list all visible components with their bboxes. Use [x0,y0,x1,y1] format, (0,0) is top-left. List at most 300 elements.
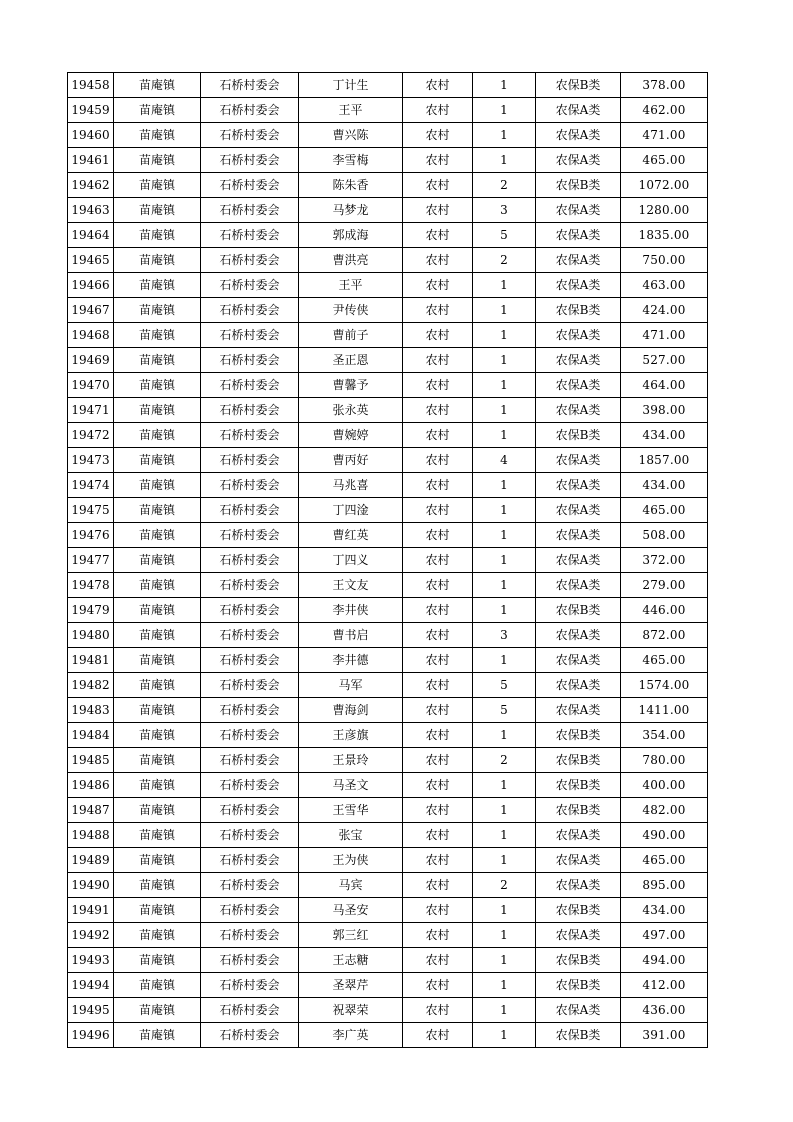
cell-name: 尹传侠 [299,298,403,323]
cell-id: 19482 [68,673,114,698]
cell-amount: 434.00 [621,473,708,498]
cell-type: 农村 [403,623,473,648]
cell-category: 农保A类 [536,473,621,498]
cell-town: 苗庵镇 [114,698,201,723]
table-row [68,973,708,998]
table-row [68,223,708,248]
cell-category: 农保A类 [536,873,621,898]
table-row [68,648,708,673]
cell-type: 农村 [403,648,473,673]
cell-type: 农村 [403,973,473,998]
cell-id: 19493 [68,948,114,973]
cell-type: 农村 [403,748,473,773]
cell-town: 苗庵镇 [114,948,201,973]
cell-amount: 1280.00 [621,198,708,223]
cell-amount: 471.00 [621,123,708,148]
cell-amount: 895.00 [621,873,708,898]
cell-amount: 465.00 [621,648,708,673]
cell-count: 1 [473,298,536,323]
cell-amount: 279.00 [621,573,708,598]
cell-type: 农村 [403,598,473,623]
cell-village: 石桥村委会 [201,848,299,873]
cell-village: 石桥村委会 [201,548,299,573]
cell-count: 3 [473,198,536,223]
cell-village: 石桥村委会 [201,898,299,923]
cell-village: 石桥村委会 [201,323,299,348]
cell-count: 5 [473,223,536,248]
cell-count: 1 [473,373,536,398]
cell-village: 石桥村委会 [201,573,299,598]
cell-count: 1 [473,1023,536,1048]
table-row [68,248,708,273]
table-row [68,998,708,1023]
cell-town: 苗庵镇 [114,523,201,548]
cell-id: 19491 [68,898,114,923]
cell-town: 苗庵镇 [114,123,201,148]
cell-id: 19492 [68,923,114,948]
cell-category: 农保A类 [536,198,621,223]
cell-count: 3 [473,623,536,648]
cell-name: 马兆喜 [299,473,403,498]
cell-name: 郭三红 [299,923,403,948]
cell-count: 1 [473,573,536,598]
cell-amount: 872.00 [621,623,708,648]
cell-id: 19468 [68,323,114,348]
cell-id: 19464 [68,223,114,248]
cell-town: 苗庵镇 [114,348,201,373]
cell-town: 苗庵镇 [114,873,201,898]
cell-name: 王平 [299,273,403,298]
cell-town: 苗庵镇 [114,298,201,323]
cell-type: 农村 [403,523,473,548]
cell-name: 李井德 [299,648,403,673]
cell-category: 农保A类 [536,448,621,473]
cell-village: 石桥村委会 [201,648,299,673]
cell-category: 农保A类 [536,548,621,573]
cell-id: 19458 [68,73,114,98]
cell-type: 农村 [403,173,473,198]
cell-id: 19481 [68,648,114,673]
cell-amount: 1574.00 [621,673,708,698]
cell-id: 19459 [68,98,114,123]
cell-count: 1 [473,123,536,148]
cell-village: 石桥村委会 [201,348,299,373]
cell-category: 农保B类 [536,73,621,98]
cell-id: 19479 [68,598,114,623]
cell-category: 农保B类 [536,898,621,923]
cell-amount: 436.00 [621,998,708,1023]
cell-name: 曹海剑 [299,698,403,723]
cell-amount: 465.00 [621,498,708,523]
cell-type: 农村 [403,823,473,848]
cell-count: 2 [473,748,536,773]
cell-town: 苗庵镇 [114,473,201,498]
cell-count: 1 [473,973,536,998]
cell-village: 石桥村委会 [201,698,299,723]
cell-name: 曹兴陈 [299,123,403,148]
cell-id: 19469 [68,348,114,373]
cell-town: 苗庵镇 [114,373,201,398]
cell-count: 1 [473,98,536,123]
cell-amount: 354.00 [621,723,708,748]
subsidy-table [67,72,708,1048]
cell-id: 19474 [68,473,114,498]
cell-count: 1 [473,598,536,623]
cell-town: 苗庵镇 [114,198,201,223]
cell-id: 19462 [68,173,114,198]
cell-category: 农保B类 [536,423,621,448]
cell-type: 农村 [403,773,473,798]
cell-amount: 482.00 [621,798,708,823]
cell-town: 苗庵镇 [114,573,201,598]
table-row [68,898,708,923]
cell-id: 19471 [68,398,114,423]
cell-type: 农村 [403,1023,473,1048]
cell-village: 石桥村委会 [201,998,299,1023]
cell-id: 19489 [68,848,114,873]
table-row [68,848,708,873]
cell-amount: 446.00 [621,598,708,623]
cell-id: 19466 [68,273,114,298]
cell-type: 农村 [403,698,473,723]
cell-type: 农村 [403,873,473,898]
cell-village: 石桥村委会 [201,823,299,848]
cell-village: 石桥村委会 [201,398,299,423]
cell-type: 农村 [403,323,473,348]
cell-town: 苗庵镇 [114,423,201,448]
cell-count: 1 [473,998,536,1023]
cell-count: 1 [473,948,536,973]
cell-category: 农保A类 [536,523,621,548]
cell-village: 石桥村委会 [201,798,299,823]
cell-village: 石桥村委会 [201,773,299,798]
cell-town: 苗庵镇 [114,248,201,273]
cell-type: 农村 [403,248,473,273]
cell-type: 农村 [403,348,473,373]
cell-amount: 1072.00 [621,173,708,198]
table-row [68,423,708,448]
cell-amount: 372.00 [621,548,708,573]
cell-count: 5 [473,673,536,698]
table-row [68,498,708,523]
cell-amount: 490.00 [621,823,708,848]
table-row [68,173,708,198]
cell-amount: 1857.00 [621,448,708,473]
cell-count: 1 [473,523,536,548]
cell-village: 石桥村委会 [201,248,299,273]
cell-amount: 471.00 [621,323,708,348]
cell-category: 农保A类 [536,823,621,848]
table-row [68,798,708,823]
cell-category: 农保A类 [536,698,621,723]
cell-village: 石桥村委会 [201,598,299,623]
cell-count: 1 [473,423,536,448]
cell-town: 苗庵镇 [114,448,201,473]
cell-id: 19488 [68,823,114,848]
cell-name: 李井侠 [299,598,403,623]
cell-category: 农保A类 [536,223,621,248]
cell-village: 石桥村委会 [201,748,299,773]
cell-id: 19465 [68,248,114,273]
cell-id: 19495 [68,998,114,1023]
cell-type: 农村 [403,98,473,123]
table-row [68,198,708,223]
cell-name: 李雪梅 [299,148,403,173]
cell-id: 19472 [68,423,114,448]
cell-type: 农村 [403,573,473,598]
cell-id: 19476 [68,523,114,548]
cell-count: 2 [473,248,536,273]
cell-count: 1 [473,398,536,423]
cell-name: 曹馨予 [299,373,403,398]
cell-name: 丁四义 [299,548,403,573]
table-row [68,873,708,898]
table-row [68,948,708,973]
cell-category: 农保A类 [536,273,621,298]
cell-name: 郭成海 [299,223,403,248]
cell-amount: 780.00 [621,748,708,773]
cell-id: 19477 [68,548,114,573]
cell-id: 19461 [68,148,114,173]
cell-id: 19494 [68,973,114,998]
table-row [68,748,708,773]
cell-type: 农村 [403,673,473,698]
cell-name: 马梦龙 [299,198,403,223]
cell-village: 石桥村委会 [201,123,299,148]
cell-name: 曹红英 [299,523,403,548]
cell-count: 1 [473,498,536,523]
cell-name: 马军 [299,673,403,698]
cell-name: 王志糖 [299,948,403,973]
cell-village: 石桥村委会 [201,448,299,473]
cell-category: 农保B类 [536,1023,621,1048]
cell-id: 19490 [68,873,114,898]
table-row [68,598,708,623]
cell-name: 圣翠芹 [299,973,403,998]
cell-id: 19460 [68,123,114,148]
cell-count: 1 [473,773,536,798]
table-row [68,623,708,648]
cell-category: 农保B类 [536,298,621,323]
cell-name: 李广英 [299,1023,403,1048]
cell-village: 石桥村委会 [201,273,299,298]
cell-village: 石桥村委会 [201,523,299,548]
cell-type: 农村 [403,548,473,573]
cell-type: 农村 [403,423,473,448]
table-row [68,73,708,98]
cell-type: 农村 [403,923,473,948]
cell-count: 1 [473,348,536,373]
cell-count: 4 [473,448,536,473]
table-row [68,523,708,548]
table-row [68,823,708,848]
cell-name: 马圣安 [299,898,403,923]
table-row [68,348,708,373]
cell-id: 19485 [68,748,114,773]
table-row [68,573,708,598]
cell-village: 石桥村委会 [201,223,299,248]
cell-count: 1 [473,823,536,848]
cell-amount: 527.00 [621,348,708,373]
table-row [68,698,708,723]
table-row [68,448,708,473]
table-row [68,773,708,798]
cell-category: 农保A类 [536,498,621,523]
cell-category: 农保A类 [536,348,621,373]
cell-id: 19486 [68,773,114,798]
cell-town: 苗庵镇 [114,323,201,348]
cell-village: 石桥村委会 [201,298,299,323]
cell-name: 祝翠荣 [299,998,403,1023]
cell-type: 农村 [403,148,473,173]
cell-town: 苗庵镇 [114,73,201,98]
cell-id: 19467 [68,298,114,323]
cell-count: 5 [473,698,536,723]
cell-town: 苗庵镇 [114,673,201,698]
cell-town: 苗庵镇 [114,148,201,173]
cell-town: 苗庵镇 [114,1023,201,1048]
cell-type: 农村 [403,498,473,523]
cell-id: 19496 [68,1023,114,1048]
table-row [68,98,708,123]
cell-village: 石桥村委会 [201,873,299,898]
cell-amount: 463.00 [621,273,708,298]
cell-name: 曹丙好 [299,448,403,473]
cell-village: 石桥村委会 [201,673,299,698]
cell-amount: 465.00 [621,148,708,173]
cell-count: 1 [473,548,536,573]
cell-id: 19470 [68,373,114,398]
cell-amount: 398.00 [621,398,708,423]
cell-type: 农村 [403,448,473,473]
cell-name: 圣正恩 [299,348,403,373]
cell-village: 石桥村委会 [201,173,299,198]
cell-village: 石桥村委会 [201,498,299,523]
cell-category: 农保B类 [536,973,621,998]
cell-amount: 412.00 [621,973,708,998]
table-row [68,398,708,423]
cell-town: 苗庵镇 [114,598,201,623]
cell-name: 丁四淦 [299,498,403,523]
cell-category: 农保A类 [536,998,621,1023]
cell-type: 农村 [403,398,473,423]
cell-category: 农保A类 [536,573,621,598]
cell-id: 19473 [68,448,114,473]
cell-town: 苗庵镇 [114,398,201,423]
cell-village: 石桥村委会 [201,948,299,973]
cell-amount: 391.00 [621,1023,708,1048]
table-row [68,673,708,698]
cell-count: 1 [473,848,536,873]
cell-name: 张宝 [299,823,403,848]
cell-category: 农保B类 [536,798,621,823]
cell-category: 农保B类 [536,723,621,748]
cell-name: 张永英 [299,398,403,423]
cell-category: 农保B类 [536,173,621,198]
cell-type: 农村 [403,73,473,98]
table-row [68,548,708,573]
cell-name: 曹婉婷 [299,423,403,448]
cell-count: 2 [473,873,536,898]
cell-type: 农村 [403,223,473,248]
cell-name: 丁计生 [299,73,403,98]
cell-category: 农保A类 [536,323,621,348]
table-row [68,123,708,148]
cell-amount: 464.00 [621,373,708,398]
cell-count: 1 [473,273,536,298]
cell-category: 农保A类 [536,148,621,173]
cell-name: 陈朱香 [299,173,403,198]
cell-name: 王平 [299,98,403,123]
cell-village: 石桥村委会 [201,373,299,398]
cell-village: 石桥村委会 [201,623,299,648]
cell-amount: 462.00 [621,98,708,123]
cell-category: 农保A类 [536,623,621,648]
cell-name: 曹书启 [299,623,403,648]
cell-category: 农保A类 [536,398,621,423]
cell-town: 苗庵镇 [114,998,201,1023]
cell-town: 苗庵镇 [114,173,201,198]
cell-town: 苗庵镇 [114,223,201,248]
table-row [68,1023,708,1048]
cell-count: 1 [473,648,536,673]
cell-type: 农村 [403,798,473,823]
cell-category: 农保A类 [536,923,621,948]
cell-village: 石桥村委会 [201,473,299,498]
cell-id: 19463 [68,198,114,223]
cell-name: 马宾 [299,873,403,898]
cell-category: 农保A类 [536,123,621,148]
cell-type: 农村 [403,723,473,748]
table-row [68,298,708,323]
cell-village: 石桥村委会 [201,73,299,98]
cell-town: 苗庵镇 [114,923,201,948]
cell-amount: 434.00 [621,423,708,448]
cell-amount: 424.00 [621,298,708,323]
cell-category: 农保A类 [536,848,621,873]
cell-amount: 750.00 [621,248,708,273]
cell-type: 农村 [403,373,473,398]
cell-amount: 494.00 [621,948,708,973]
cell-town: 苗庵镇 [114,898,201,923]
table-row [68,323,708,348]
cell-amount: 378.00 [621,73,708,98]
cell-town: 苗庵镇 [114,773,201,798]
cell-category: 农保B类 [536,598,621,623]
cell-id: 19487 [68,798,114,823]
cell-amount: 1835.00 [621,223,708,248]
cell-village: 石桥村委会 [201,973,299,998]
cell-town: 苗庵镇 [114,723,201,748]
cell-count: 1 [473,148,536,173]
cell-village: 石桥村委会 [201,723,299,748]
cell-amount: 508.00 [621,523,708,548]
cell-type: 农村 [403,848,473,873]
table-row [68,373,708,398]
cell-village: 石桥村委会 [201,198,299,223]
cell-id: 19483 [68,698,114,723]
cell-town: 苗庵镇 [114,748,201,773]
cell-town: 苗庵镇 [114,98,201,123]
cell-town: 苗庵镇 [114,848,201,873]
cell-name: 王为侠 [299,848,403,873]
table-row [68,273,708,298]
cell-id: 19478 [68,573,114,598]
cell-type: 农村 [403,198,473,223]
cell-amount: 400.00 [621,773,708,798]
cell-name: 曹前子 [299,323,403,348]
cell-id: 19475 [68,498,114,523]
